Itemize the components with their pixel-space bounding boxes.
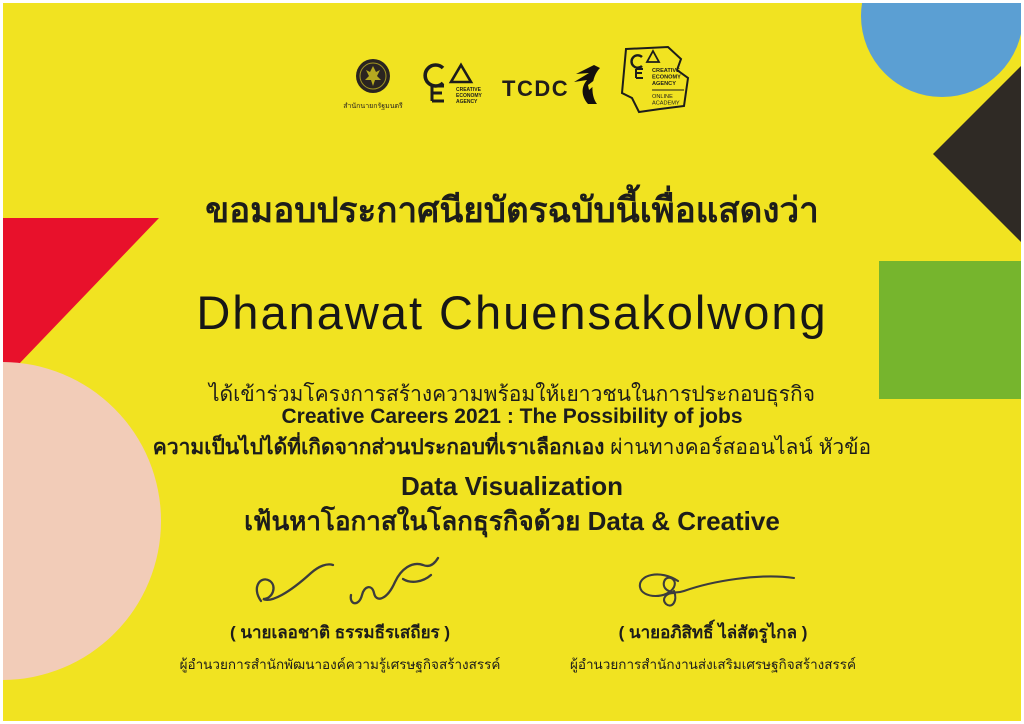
academy-badge-icon xyxy=(608,68,706,129)
body-line-2: Creative Careers 2021 : The Possibility of jobs xyxy=(281,405,743,428)
cea-text-line1: CREATIVE xyxy=(456,87,481,93)
cea-logo xyxy=(422,62,484,111)
signature-block-right xyxy=(548,551,878,675)
signature-left-icon xyxy=(175,551,505,613)
cea-text-line3: AGENCY xyxy=(456,99,478,105)
blue-circle-shape xyxy=(861,3,1021,97)
tcdc-label: TCDC xyxy=(502,75,570,101)
government-seal-logo xyxy=(336,58,410,112)
academy-subtext-line1: ONLINE xyxy=(652,94,673,100)
course-title: Data Visualization xyxy=(400,471,624,501)
academy-text-line1: CREATIVE xyxy=(652,68,680,74)
garuda-seal-icon xyxy=(355,81,391,98)
body-line-3-regular: ผ่านทางคอร์สออนไลน์ หัวข้อ xyxy=(604,436,872,459)
signatory-right-title: ผู้อำนวยการสำนักงานส่งเสริมเศรษฐกิจสร้างสรรค์ xyxy=(569,657,857,672)
signatory-left-name: ( นายเลอชาติ ธรรมธีรเสถียร ) xyxy=(229,623,451,642)
academy-subtext-line2: ACADEMY xyxy=(652,100,680,107)
academy-text-line2: ECONOMY xyxy=(652,74,681,81)
recipient-name: Dhanawat Chuensakolwong xyxy=(196,286,828,339)
body-line-3-bold: ความเป็นไปได้ที่เกิดจากส่วนประกอบที่เราเลือกเอง xyxy=(152,436,605,459)
certificate-heading: ขอมอบประกาศนียบัตรฉบับนี้เพื่อแสดงว่า xyxy=(205,191,819,230)
cea-mark-icon xyxy=(422,87,484,110)
academy-text-line3: AGENCY xyxy=(652,81,676,87)
signatory-right-name: ( นายอภิสิทธิ์ ไล่สัตรูไกล ) xyxy=(618,623,808,642)
body-line-1: ได้เข้าร่วมโครงการสร้างความพร้อมให้เยาวชนในการประกอบธุรกิจ xyxy=(208,383,816,406)
signatory-left-title: ผู้อำนวยการสำนักพัฒนาองค์ความรู้เศรษฐกิจสร้างสรรค์ xyxy=(179,657,501,672)
signature-block-left xyxy=(175,551,505,675)
government-seal-label: สำนักนายกรัฐมนตรี xyxy=(343,103,403,110)
signature-right-icon xyxy=(548,551,878,613)
certificate xyxy=(3,3,1021,721)
tcdc-logo xyxy=(502,65,602,112)
cea-text-line2: ECONOMY xyxy=(456,93,482,99)
course-subtitle: เฟ้นหาโอกาสในโลกธุรกิจด้วย Data & Creative xyxy=(244,506,780,536)
body-line-3 xyxy=(3,431,1021,464)
cea-online-academy-logo xyxy=(608,43,706,130)
tcdc-bird-icon xyxy=(572,65,602,112)
